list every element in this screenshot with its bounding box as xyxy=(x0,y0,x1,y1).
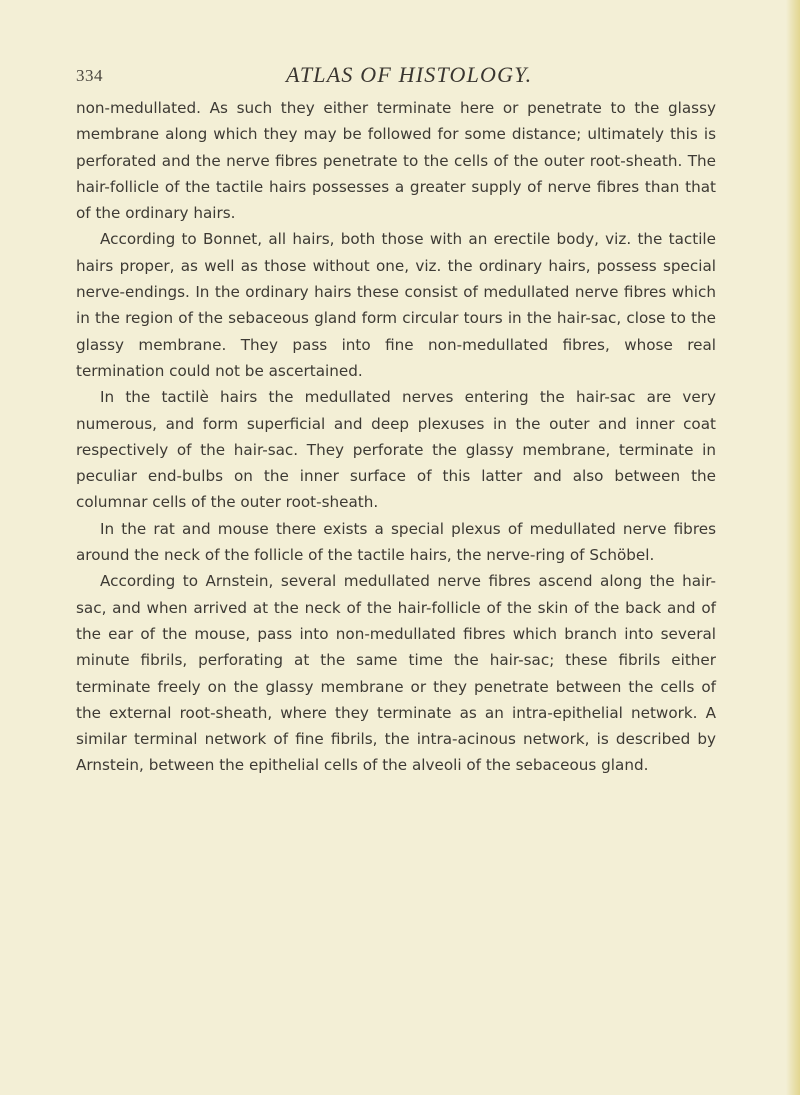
paragraph-arnstein: According to Arnstein, several medullated nerve fibres ascend along the hair-sac, and when arrived at the neck of the hair-follicle of the skin of the back and of the ear of the mouse, pass into non-medullated fibres which branch into several minute fibrils, perforating at the same time the hair-sac; these fibrils either terminate freely on the glassy membrane or they penetrate between the cells of the external root-sheath, where they terminate as an intra-epithelial network. A similar terminal network of fine fibrils, the intra-acinous network, is described by Arnstein, between the epithelial cells of the alveoli of the sebaceous gland. xyxy=(76,572,716,775)
running-title: ATLAS OF HISTOLOGY. xyxy=(286,62,533,87)
paragraph-continuation: non-medullated. As such they either terminate here or penetrate to the glassy membrane along which they may be followed for some distance; ultimately this is perforated and the nerve fibres penetrate to the cells of the outer root-sheath. The hair-follicle of the tactile hairs possesses a greater supply of nerve fibres than that of the ordinary hairs. xyxy=(76,99,716,223)
paragraph-rat-mouse: In the rat and mouse there exists a special plexus of medullated nerve fibres around the neck of the follicle of the tactile hairs, the nerve-ring of Schöbel. xyxy=(76,519,716,565)
page-header xyxy=(76,62,716,88)
page-number: 334 xyxy=(76,66,103,85)
paragraph-tactile-hairs: In the tactilè hairs the medullated nerves entering the hair-sac are very numerous, and form superficial and deep plexuses in the outer and inner coat respectively of the hair-sac. They perforate the glassy membrane, terminate in peculiar end-bulbs on the inner surface of this latter and also between the columnar cells of the outer root-sheath. xyxy=(76,388,716,512)
body-text xyxy=(76,95,716,779)
page-edge-shading xyxy=(786,0,800,1095)
paragraph-bonnet: According to Bonnet, all hairs, both those with an erectile body, viz. the tactile hairs proper, as well as those without one, viz. the ordinary hairs, possess special nerve-endings. In the ordinary hairs these consist of medullated nerve fibres which in the region of the sebaceous gland form circular tours in the hair-sac, close to the glassy membrane. They pass into fine non-medullated fibres, whose real termination could not be ascertained. xyxy=(76,230,716,380)
